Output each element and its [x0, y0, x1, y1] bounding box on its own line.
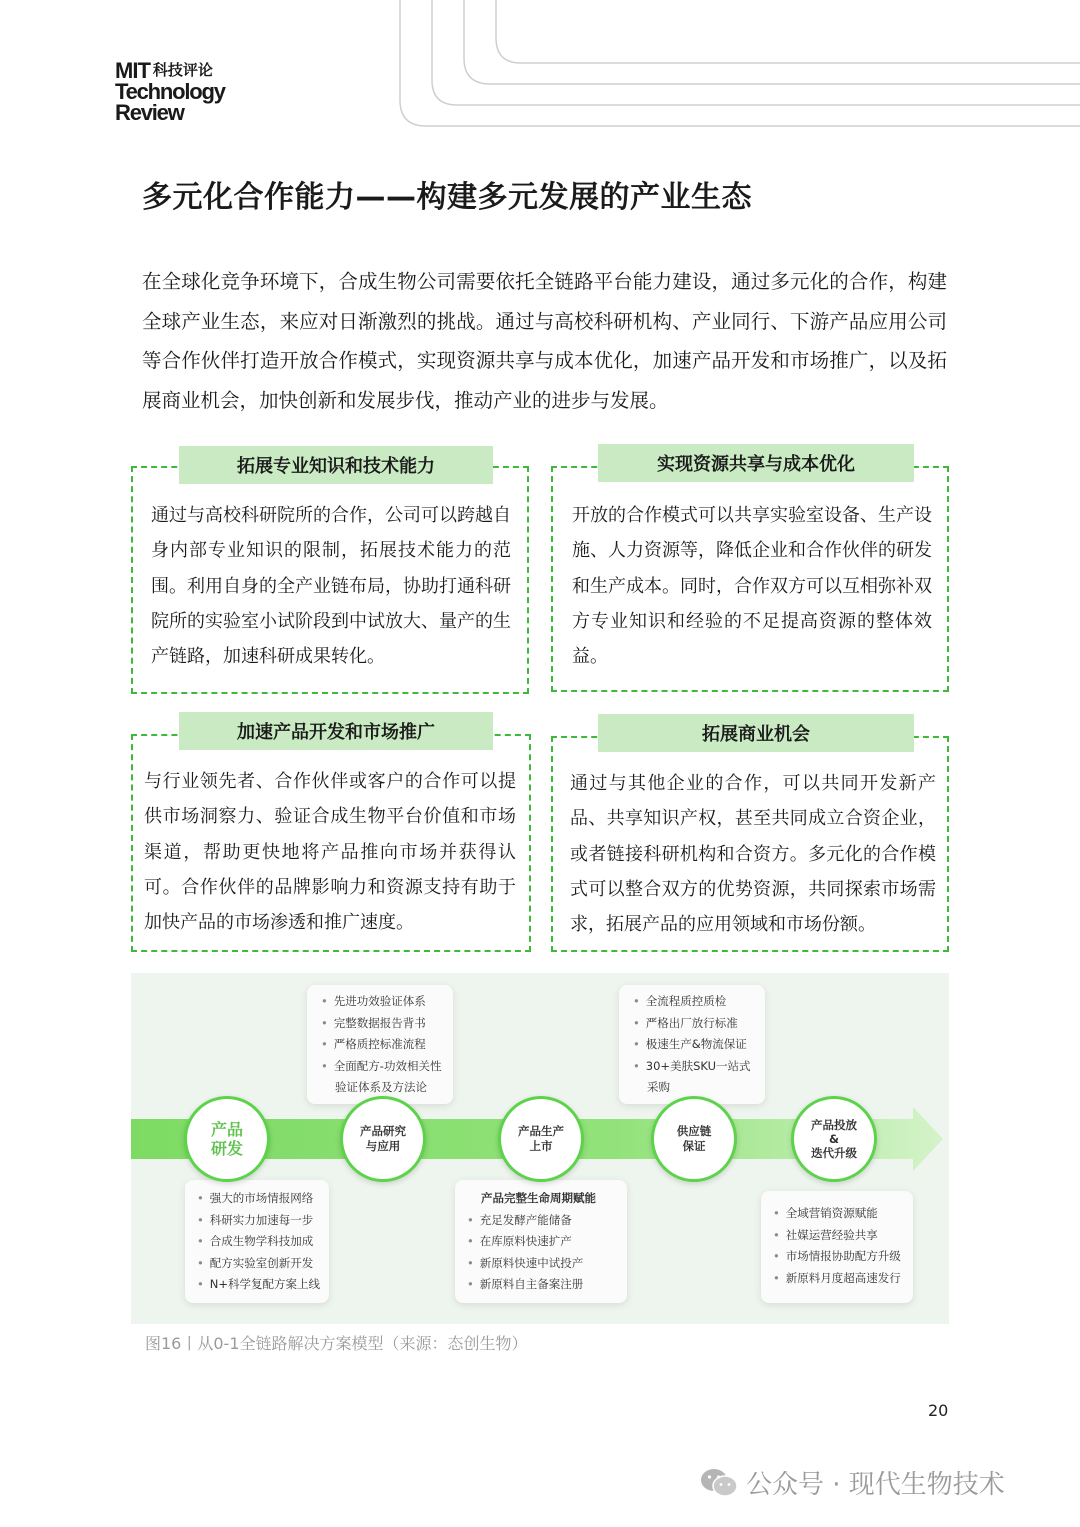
list-item: • 全流程质控质检	[633, 991, 765, 1013]
card-title: 实现资源共享与成本优化	[598, 444, 914, 482]
page-title: 多元化合作能力——构建多元发展的产业生态	[142, 180, 752, 215]
card-title: 拓展专业知识和技术能力	[179, 446, 493, 484]
stage-circle-supply-chain: 供应链 保证	[651, 1096, 737, 1182]
card-body: 开放的合作模式可以共享实验室设备、生产设施、人力资源等，降低企业和合作伙伴的研发和生产成本。同时，合作双方可以互相弥补双方专业知识和经验的不足提高资源的整体效益。	[572, 505, 932, 668]
logo-technology: Technology	[115, 79, 225, 104]
list-item: • 新原料月度超高速发行	[773, 1268, 913, 1290]
list-item: • 在库原料快速扩产	[467, 1231, 627, 1253]
bottom-info-box-rd	[185, 1180, 329, 1303]
intro-paragraph: 在全球化竞争环境下，合成生物公司需要依托全链路平台能力建设，通过多元化的合作，构建全球产业生态，来应对日渐激烈的挑战。通过与高校科研机构、产业同行、下游产品应用公司等合作伙伴打造开放合作模式，实现资源共享与成本优化，加速产品开发和市场推广，以及拓展商业机会，加快创新和发展步伐，推动产业的进步与发展。	[142, 270, 947, 412]
bottom-info-box-production	[455, 1180, 627, 1303]
list-item: • 新原料自主备案注册	[467, 1274, 627, 1296]
page-number: 20	[928, 1401, 949, 1420]
watermark	[700, 1464, 1005, 1501]
card-body: 通过与高校科研院所的合作，公司可以跨越自身内部专业知识的限制，拓展技术能力的范围。利用自身的全产业链布局，协助打通科研院所的实验室小试阶段到中试放大、量产的生产链路，加速科研成果转化。	[151, 505, 511, 668]
card-title: 加速产品开发和市场推广	[179, 712, 493, 750]
figure-caption: 图16丨从0-1全链路解决方案模型（来源：态创生物）	[145, 1334, 528, 1353]
watermark-text: 公众号 · 现代生物技术	[746, 1470, 1005, 1500]
list-item: 采购	[647, 1080, 670, 1094]
mit-technology-review-logo	[115, 60, 225, 124]
list-item: • 强大的市场情报网络	[197, 1188, 329, 1210]
list-item: • 新原料快速中试投产	[467, 1253, 627, 1275]
top-info-box-supply	[619, 985, 765, 1104]
list-item: • 全面配方-功效相关性	[321, 1056, 453, 1078]
stage-circle-production-launch: 产品生产 上市	[498, 1096, 584, 1182]
wechat-icon	[700, 1467, 738, 1499]
bottom-info-box-launch	[761, 1191, 913, 1303]
list-item: • 科研实力加速每一步	[197, 1210, 329, 1232]
stage-circle-rd: 产品 研发	[184, 1096, 270, 1182]
card-title: 拓展商业机会	[598, 714, 914, 752]
list-item: • 严格质控标准流程	[321, 1034, 453, 1056]
list-item: • 先进功效验证体系	[321, 991, 453, 1013]
list-item: 验证体系及方法论	[335, 1080, 427, 1094]
card-body: 通过与其他企业的合作，可以共同开发新产品、共享知识产权，甚至共同成立合资企业，或者链接科研机构和合资方。多元化的合作模式可以整合双方的优势资源，共同探索市场需求，拓展产品的应用领域和市场份额。	[570, 773, 936, 936]
list-item: • 配方实验室创新开发	[197, 1253, 329, 1275]
list-item: • 极速生产&物流保证	[633, 1034, 765, 1056]
logo-mit: MIT	[115, 58, 150, 83]
list-item: • 充足发酵产能储备	[467, 1210, 627, 1232]
list-item: • N+科学复配方案上线	[197, 1274, 329, 1296]
list-item: • 合成生物学科技加成	[197, 1231, 329, 1253]
list-item: • 严格出厂放行标准	[633, 1013, 765, 1035]
list-item: • 全域营销资源赋能	[773, 1203, 913, 1225]
stage-circle-launch-iterate: 产品投放 & 迭代升级	[791, 1096, 877, 1182]
figure-full-chain-model	[131, 973, 949, 1324]
stage-circle-research-application: 产品研究 与应用	[340, 1096, 426, 1182]
card-body: 与行业领先者、合作伙伴或客户的合作可以提供市场洞察力、验证合成生物平台价值和市场渠道，帮助更快地将产品推向市场并获得认可。合作伙伴的品牌影响力和资源支持有助于加快产品的市场渗透和推广速度。	[144, 771, 516, 934]
top-info-box-research	[307, 985, 453, 1104]
logo-cn: 科技评论	[152, 61, 213, 79]
list-item: • 社媒运营经验共享	[773, 1225, 913, 1247]
logo-review: Review	[115, 100, 184, 125]
list-item: • 市场情报协助配方升级	[773, 1246, 913, 1268]
list-heading: 产品完整生命周期赋能	[481, 1191, 596, 1205]
list-item: • 30+美肤SKU一站式	[633, 1056, 765, 1078]
list-item: • 完整数据报告背书	[321, 1013, 453, 1035]
